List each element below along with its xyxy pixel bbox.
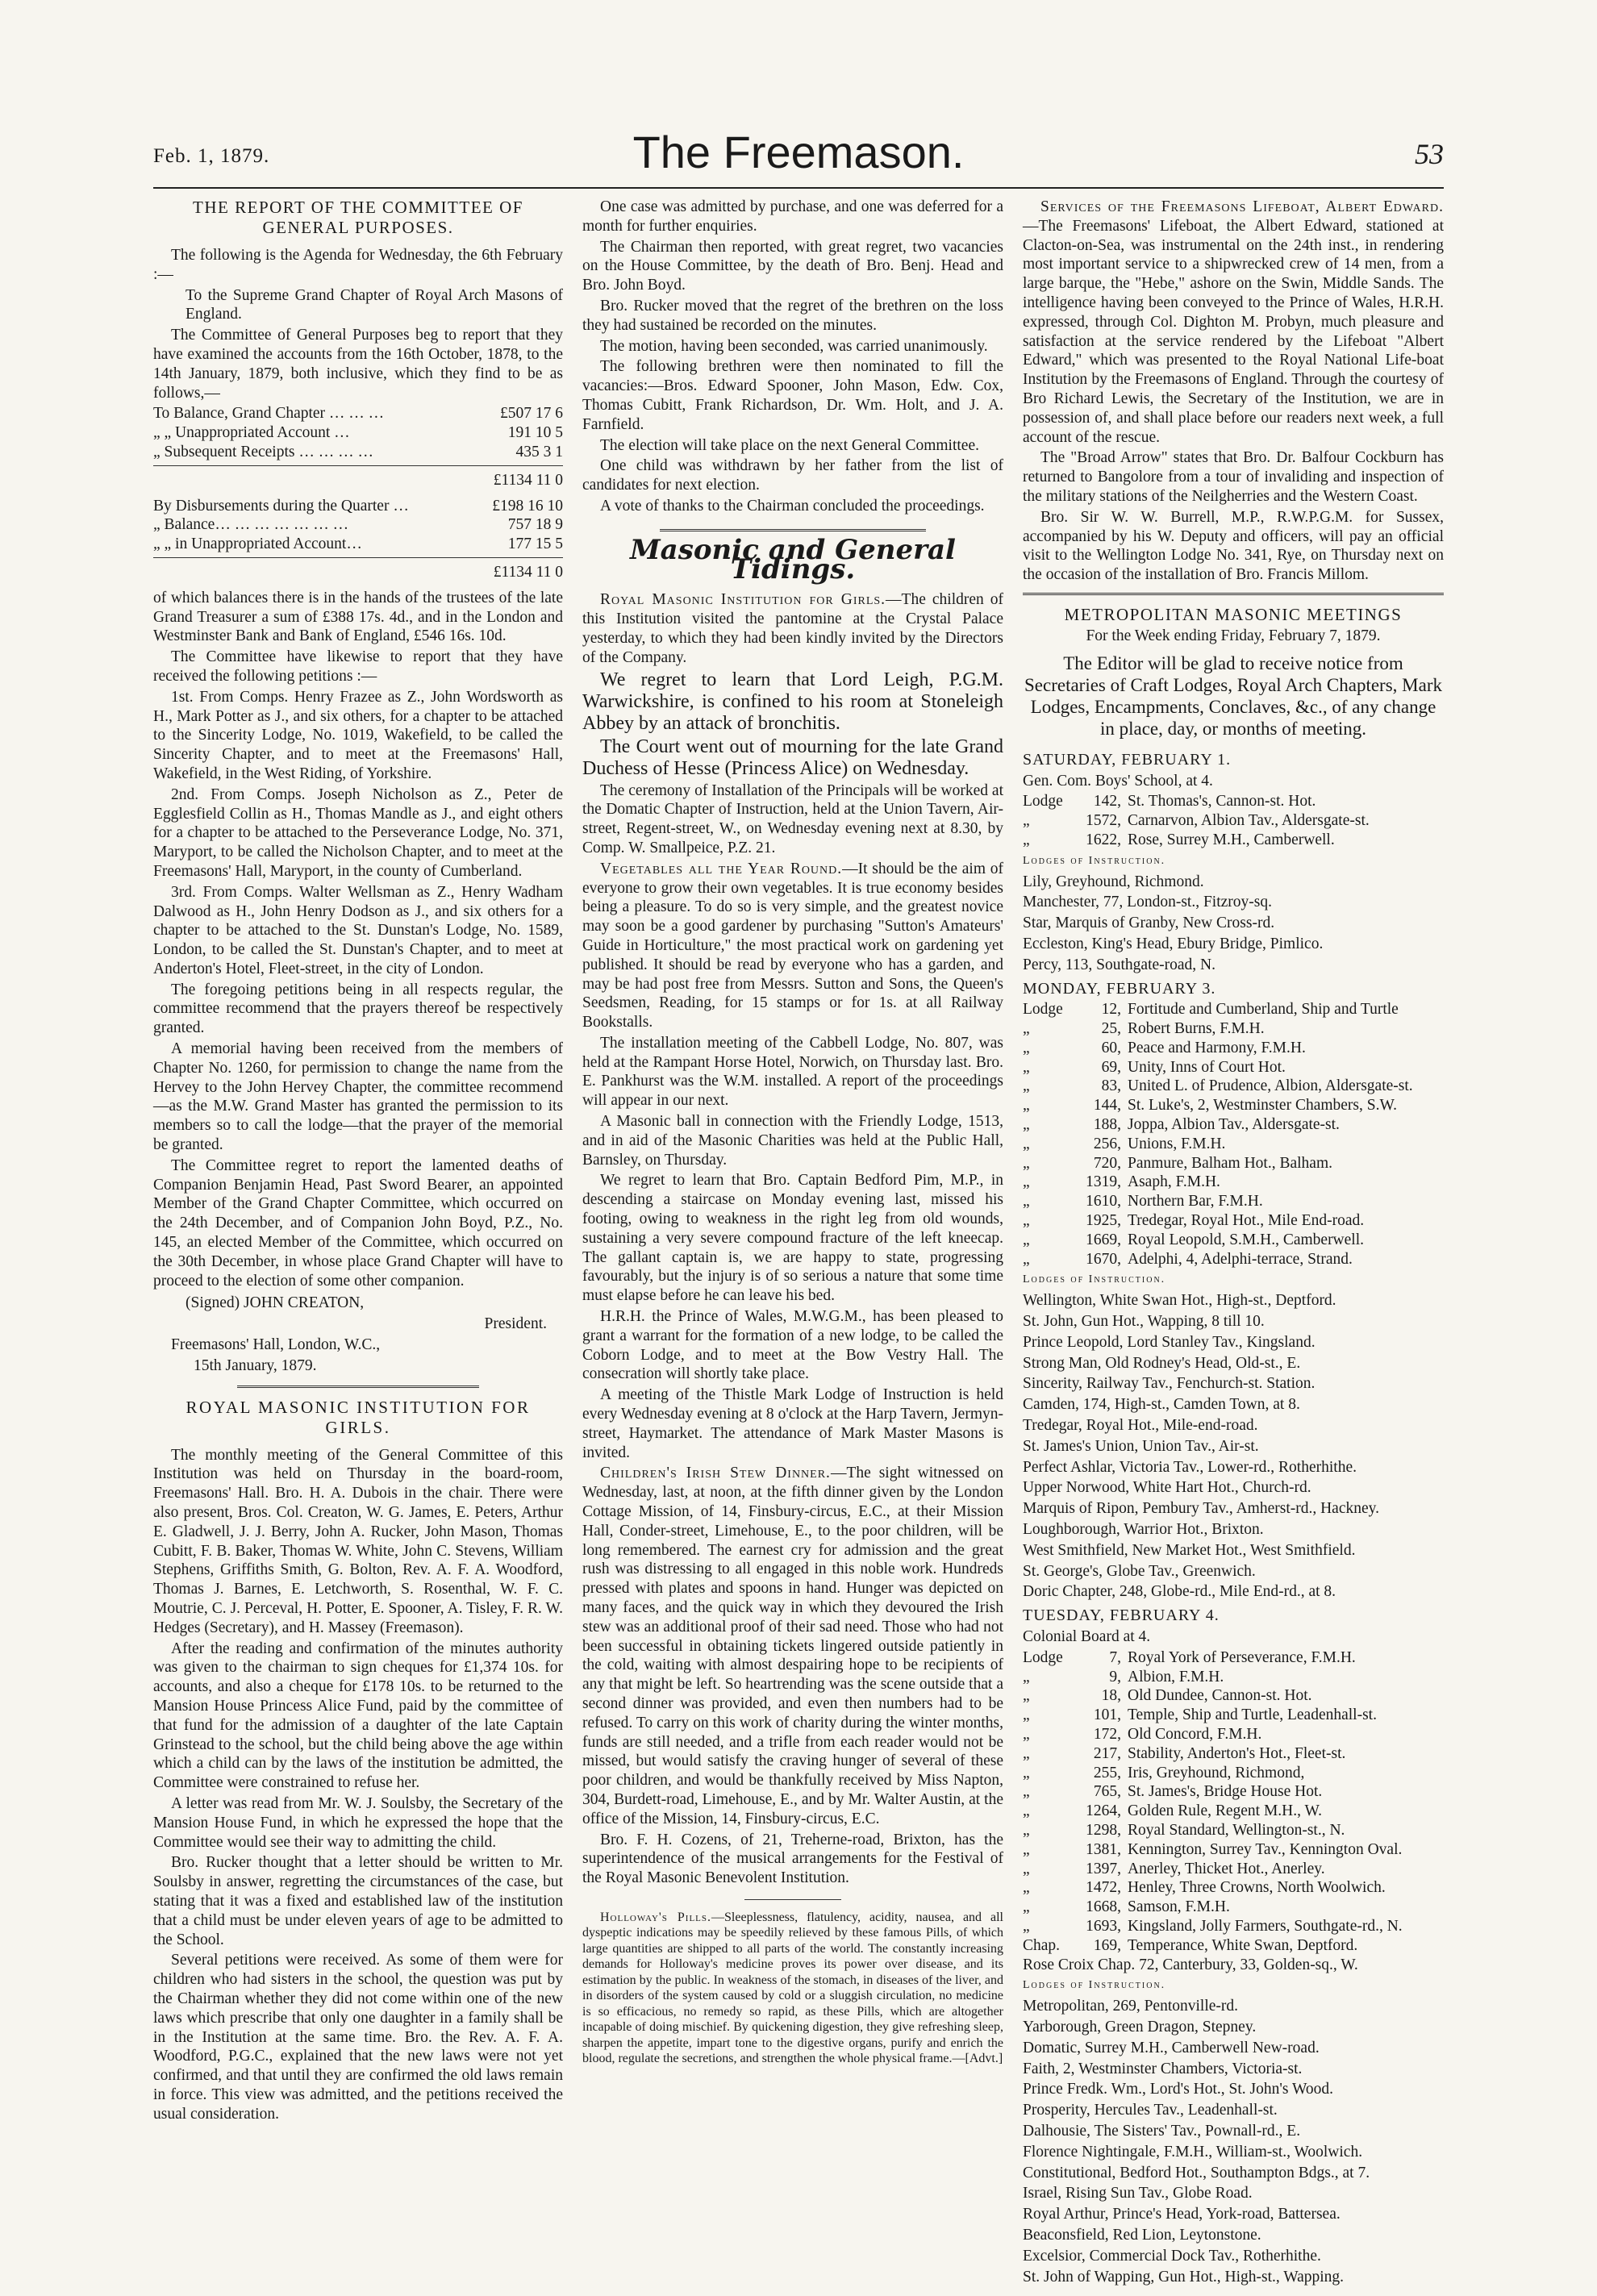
heading-girls-institution: ROYAL MASONIC INSTITUTION FOR GIRLS. bbox=[186, 1397, 531, 1437]
signature-title: President. bbox=[484, 1315, 547, 1333]
listing-line: St. James's Union, Union Tav., Air-st. bbox=[1023, 1437, 1259, 1455]
paragraph: A letter was read from Mr. W. J. Soulsby, the Secretary of the Mansion House Fund, in which he expressed the hope that the Committee would see their way to admitting the child. bbox=[153, 1794, 563, 1851]
heading-committee-report: THE REPORT OF THE COMMITTEE OF GENERAL PURPOSES. bbox=[193, 198, 523, 237]
lodge-entry: „ 255, Iris, Greyhound, Richmond, bbox=[1023, 1764, 1305, 1781]
lodge-entry: „ 18, Old Dundee, Cannon-st. Hot. bbox=[1023, 1687, 1312, 1705]
meeting-listings bbox=[1023, 751, 1444, 2287]
lodge-entry: „ 1622, Rose, Surrey M.H., Camberwell. bbox=[1023, 831, 1335, 848]
page-number: 53 bbox=[1415, 138, 1444, 170]
listing-line: Florence Nightingale, F.M.H., William-st., Woolwich. bbox=[1023, 2143, 1363, 2161]
paragraph: A Masonic ball in connection with the Friendly Lodge, 1513, and in aid of the Masonic Charities was held at the Public Hall, Barnsley, on Thursday. bbox=[582, 1113, 1003, 1169]
listing-line: St. John of Wapping, Gun Hot., High-st., Wapping. bbox=[1023, 2268, 1345, 2286]
listing-line: Prince Leopold, Lord Stanley Tav., Kingsland. bbox=[1023, 1333, 1316, 1351]
lodge-entry: „ 1610, Northern Bar, F.M.H. bbox=[1023, 1193, 1263, 1211]
lodge-entry: „ 9, Albion, F.M.H. bbox=[1023, 1668, 1224, 1686]
listing-line: Camden, 174, High-st., Camden Town, at 8. bbox=[1023, 1396, 1300, 1414]
paragraph: Several petitions were received. As some of them were for children who had sisters in the school, the question was put by the Chairman whether they did not come within one of the new laws which prescribe that only one daughter in a family shall be in the Institution at the same time. Bro. the Rev. A. F. A. Woodford, P.G.C., explained that the new laws were not yet confirmed, and that until they are confirmed the old laws remain in force. This view was admitted, and the petitions received the usual consideration. bbox=[153, 1952, 563, 2123]
issue-date: Feb. 1, 1879. bbox=[153, 145, 270, 167]
paragraph: The following is the Agenda for Wednesday, the 6th February :— bbox=[153, 247, 563, 283]
lodge-entry: „ 217, Stability, Anderton's Hot., Fleet-st. bbox=[1023, 1744, 1346, 1762]
accounts-table bbox=[153, 404, 563, 581]
paragraph: To the Supreme Grand Chapter of Royal Arch Masons of England. bbox=[186, 286, 563, 323]
heading-metropolitan-meetings: METROPOLITAN MASONIC MEETINGS bbox=[1064, 604, 1403, 624]
lodge-entry: „ 25, Robert Burns, F.M.H. bbox=[1023, 1020, 1265, 1038]
paragraph: Bro. F. H. Cozens, of 21, Treherne-road, Brixton, has the superintendence of the musical arrangements for the Festival of the Royal Masonic Benevolent Institution. bbox=[582, 1831, 1003, 1887]
listing-line: Loughborough, Warrior Hot., Brixton. bbox=[1023, 1521, 1264, 1539]
paragraph: The Chairman then reported, with great regret, two vacancies on the House Committee, by the death of Bro. Benj. Head and Bro. John Boyd. bbox=[582, 238, 1003, 294]
listing-line: Gen. Com. Boys' School, at 4. bbox=[1023, 772, 1213, 790]
lodge-entry: „ 765, St. James's, Bridge House Hot. bbox=[1023, 1783, 1323, 1801]
newspaper-title: The Freemason. bbox=[632, 127, 965, 177]
listing-line: Colonial Board at 4. bbox=[1023, 1628, 1151, 1645]
advertisement: Holloway's Pills.—Sleeplessness, flatulency, acidity, nausea, and all dyspeptic indications may be speedily relieved by these famous Pills, of which large quantities are shipped to all parts of the world. The constantly increasing demands for Holloway's medicine proves its power over disease, and its estimation by the public. In weakness of the stomach, in diseases of the liver, and in disorders of the system caused by cold or a sluggish circulation, no medicine is so efficacious, no remedy so rapid, as these Pills, which are altogether incapable of doing mischief. By quickening digestion, they give refreshing sleep, sharpen the appetite, impart tone to the digestive organs, purify and enrich the blood, regulate the secretions, and strengthen the whole physical frame.—[Advt.] bbox=[582, 1910, 1004, 2066]
paragraph: The installation meeting of the Cabbell Lodge, No. 807, was held at the Rampant Horse Hotel, Norwich, on Thursday last. Bro. E. Pankhurst was the W.M. installed. A report of the proceedings will appear in our next. bbox=[582, 1034, 1003, 1110]
lodge-entry: „ 101, Temple, Ship and Turtle, Leadenhall-st. bbox=[1023, 1706, 1377, 1724]
listing-line: Royal Arthur, Prince's Head, York-road, Battersea. bbox=[1023, 2206, 1341, 2223]
paragraph: Bro. Sir W. W. Burrell, M.P., R.W.P.G.M. for Sussex, accompanied by his W. Deputy and officers, will pay an official visit to the Wellington Lodge No. 341, Rye, on Thursday next on the occasion of the installation of Bro. Francis Millom. bbox=[1023, 508, 1444, 584]
lodge-entry: Chap. 169, Temperance, White Swan, Deptford. bbox=[1023, 1936, 1358, 1954]
paragraph: A memorial having been received from the members of Chapter No. 1260, for permission to change the name from the Hervey to the John Hervey Chapter, the committee recommend—as the M.W. Grand Master has granted the permission to its members so to call the lodge—that the prayer of the memorial be granted. bbox=[153, 1040, 563, 1154]
paragraph: The Committee of General Purposes beg to report that they have examined the accounts from the 16th October, 1878, to the 14th January, 1879, both inclusive, which they find to be as follows,— bbox=[153, 327, 563, 402]
listing-line: St. George's, Globe Tav., Greenwich. bbox=[1023, 1562, 1256, 1580]
paragraph: The Committee have likewise to report that they have received the following petitions :— bbox=[153, 648, 563, 685]
lodges-of-instruction-heading: Lodges of Instruction. bbox=[1023, 1273, 1166, 1286]
paragraph: The Committee regret to report the lamented deaths of Companion Benjamin Head, Past Sword Bearer, an appointed Member of the Grand Chapter Committee, which occurred on the 24th December, and of Companion John Boyd, P.Z., No. 145, an elected Member of the Committee, which occurred on the 30th December, in whose place Grand Chapter will have to proceed to the election of some other companion. bbox=[153, 1156, 563, 1290]
paragraph: We regret to learn that Bro. Captain Bedford Pim, M.P., in descending a staircase on Monday evening last, missed his footing, owing to weakness in the right leg from old wounds, sustaining a very severe compound fracture of the left kneecap. The gallant captain is, we are happy to state, progressing favourably, but the injury is of so serious a nature that some time must elapse before he can leave his bed. bbox=[582, 1172, 1003, 1305]
signature: (Signed) JOHN CREATON, bbox=[186, 1294, 365, 1312]
day-heading: TUESDAY, FEBRUARY 4. bbox=[1023, 1606, 1220, 1625]
day-heading: SATURDAY, FEBRUARY 1. bbox=[1023, 750, 1232, 769]
listing-line: Faith, 2, Westminster Chambers, Victoria-st. bbox=[1023, 2060, 1303, 2077]
lodge-entry: „ 69, Unity, Inns of Court Hot. bbox=[1023, 1058, 1286, 1076]
paragraph: Vegetables all the Year Round.—It should be the aim of everyone to grow their own vegetables. It is true economy besides being a pleasure. To do so is very simple, and the greatest novice may soon be a good gardener by purchasing "Sutton's Amateurs' Guide in Horticulture," the most practical work on gardening yet published. It should be read by everyone who has a garden, and may be had post free from Messrs. Sutton and Sons, the Queen's Seedsmen, Reading, for 15 stamps or for 1s. at all Railway Bookstalls. bbox=[582, 860, 1003, 1031]
lodges-of-instruction-heading: Lodges of Instruction. bbox=[1023, 1979, 1166, 1992]
listing-line: Percy, 113, Southgate-road, N. bbox=[1023, 956, 1215, 973]
listing-line: Constitutional, Bedford Hot., Southampton Bdgs., at 7. bbox=[1023, 2164, 1370, 2181]
lodge-entry: „ 256, Unions, F.M.H. bbox=[1023, 1135, 1226, 1152]
listing-line: West Smithfield, New Market Hot., West Smithfield. bbox=[1023, 1541, 1356, 1559]
listing-line: Dalhousie, The Sisters' Tav., Pownall-rd., E. bbox=[1023, 2122, 1301, 2140]
listing-line: Upper Norwood, White Hart Hot., Church-rd. bbox=[1023, 1479, 1311, 1497]
lodge-entry: „ 60, Peace and Harmony, F.M.H. bbox=[1023, 1039, 1306, 1056]
lodge-entry: „ 144, St. Luke's, 2, Westminster Chambers, S.W. bbox=[1023, 1097, 1397, 1115]
listing-line: Rose Croix Chap. 72, Canterbury, 33, Golden-sq., W. bbox=[1023, 1956, 1358, 1973]
paragraph: After the reading and confirmation of the minutes authority was given to the chairman to sign cheques for £1,374 10s. for accounts, and also a cheque for £178 10s. to be returned to the Mansion House Princess Alice Fund, paid by the committee of that fund for the admission of a daughter of the late Captain Grinstead to the school, but the child being above the age within which a child can by the laws of the institution be admitted, the Committee were constrained to refuse her. bbox=[153, 1640, 563, 1792]
editor-notice: The Editor will be glad to receive notice from Secretaries of Craft Lodges, Royal Arch Chapters, Mark Lodges, Encampments, Conclaves, &c., of any change in place, day, or months of meeting. bbox=[1024, 652, 1442, 739]
listing-line: Perfect Ashlar, Victoria Tav., Lower-rd., Rotherhithe. bbox=[1023, 1458, 1357, 1476]
paragraph: H.R.H. the Prince of Wales, M.W.G.M., has been pleased to grant a warrant for the formation of a new lodge, to be called the Coborn Lodge, and to meet at the Bow Vestry Hall. The consecration will shortly take place. bbox=[582, 1308, 1003, 1383]
lodge-entry: Lodge 142, St. Thomas's, Cannon-st. Hot. bbox=[1023, 793, 1316, 810]
lodges-of-instruction-heading: Lodges of Instruction. bbox=[1023, 854, 1166, 867]
date-line: 15th January, 1879. bbox=[194, 1356, 317, 1374]
paragraph: One case was admitted by purchase, and one was deferred for a month for further enquiries. bbox=[582, 198, 1003, 235]
account-row: „ „ Unappropriated Account … 191 10 5 bbox=[153, 424, 563, 442]
lodge-entry: „ 1669, Royal Leopold, S.M.H., Camberwell. bbox=[1023, 1231, 1365, 1248]
account-total-row: £1134 11 0 bbox=[153, 465, 563, 490]
heading-masonic-tidings: Masonic and General Tidings. bbox=[630, 533, 956, 585]
lodge-entry: Lodge 7, Royal York of Perseverance, F.M.H. bbox=[1023, 1648, 1356, 1666]
section-divider bbox=[237, 1386, 479, 1388]
listing-line: Metropolitan, 269, Pentonville-rd. bbox=[1023, 1998, 1239, 2015]
paragraph: The motion, having been seconded, was carried unanimously. bbox=[600, 337, 988, 355]
lodge-entry: „ 1298, Royal Standard, Wellington-st., N. bbox=[1023, 1821, 1345, 1839]
account-row: By Disbursements during the Quarter … £198 16 10 bbox=[153, 497, 563, 515]
paragraph: Services of the Freemasons Lifeboat, Albert Edward.—The Freemasons' Lifeboat, the Albert Edward, stationed at Clacton-on-Sea, was instrumental on the 24th inst., in rendering most important service to a shipwrecked crew of 14 men, from a large barque, the "Hebe," ashore on the Swin, Middle Sands. The intelligence having been conveyed to the Prince of Wales, H.R.H. expressed, through Col. Dighton M. Probyn, much pleasure and satisfaction at the service rendered by the Lifeboat "Albert Edward," which was presented to the Royal National Life-boat Institution by the Freemasons of England. Through the courtesy of Bro Richard Lewis, the Secretary of the Institution, we are in possession of, and shall place before our readers next week, a full account of the rescue. bbox=[1023, 198, 1444, 446]
column-2 bbox=[582, 198, 1003, 2069]
lodge-entry: „ 1319, Asaph, F.M.H. bbox=[1023, 1173, 1220, 1191]
paragraph: Children's Irish Stew Dinner.—The sight witnessed on Wednesday, last, at noon, at the fifth dinner given by the London Cottage Mission, of 14, Finsbury-circus, E.C., at their Mission Hall, Conder-street, Limehouse, E., to the poor children, will be long remembered. The earnest cry for admission and the great rush was distressing to all engaged in this noble work. Hundreds pressed with plates and spoons in hand. Hunger was depicted on many faces, and the quick way in which they devoured the Irish stew was an additional proof of their sad need. Those who had not been successful in obtaining tickets lingered outside patiently in the cold, waiting with almost despairing hope to be recipients of any that might be left. So heartrending was the scene outside that a second dinner was provided, and even then numbers had to be refused. To carry on this work of charity during the winter months, funds are still needed, and a trifle from each reader would not be missed, but would satisfy the craving hunger of several of these poor children, and would be thankfully received by Miss Napton, 304, Burdett-road, Limehouse, E., and by Mr. Walter Austin, at the office of the Mission, 14, Finsbury-circus, E.C. bbox=[582, 1465, 1003, 1827]
paragraph: The "Broad Arrow" states that Bro. Dr. Balfour Cockburn has returned to Bangolore from a tour of invaliding and inspection of the military stations of the Neilgherries and the Western Coast. bbox=[1023, 449, 1444, 505]
masthead bbox=[153, 129, 1444, 185]
address-line: Freemasons' Hall, London, W.C., bbox=[171, 1336, 381, 1354]
paragraph: 3rd. From Comps. Walter Wellsman as Z., Henry Wadham Dalwood as H., John Henry Dodson as J., and six others for a chapter to be attached to the St. Dunstan's Lodge, No. 1589, London, to be called the St. Dunstan's Chapter, and to meet at Anderton's Hotel, Fleet-street, in the city of London. bbox=[153, 883, 563, 977]
day-heading: MONDAY, FEBRUARY 3. bbox=[1023, 979, 1216, 998]
account-row: „ „ in Unappropriated Account… 177 15 5 bbox=[153, 535, 563, 553]
lodge-entry: „ 1670, Adelphi, 4, Adelphi-terrace, Strand. bbox=[1023, 1250, 1353, 1268]
column-3 bbox=[1023, 198, 1444, 2288]
account-total-row: £1134 11 0 bbox=[153, 557, 563, 582]
listing-line: Prince Fredk. Wm., Lord's Hot., St. John's Wood. bbox=[1023, 2081, 1333, 2098]
lodge-entry: „ 1693, Kingsland, Jolly Farmers, Southgate-rd., N. bbox=[1023, 1917, 1403, 1935]
paragraph: A meeting of the Thistle Mark Lodge of Instruction is held every Wednesday evening at 8 o'clock at the Harp Tavern, Jermyn-street, Haymarket. The attendance of Mark Master Masons is invited. bbox=[582, 1386, 1003, 1461]
listing-line: Excelsior, Commercial Dock Tav., Rotherhithe. bbox=[1023, 2247, 1321, 2265]
section-divider bbox=[1023, 593, 1444, 595]
account-row: „ Balance… … … … … … … 757 18 9 bbox=[153, 516, 563, 534]
paragraph: of which balances there is in the hands of the trustees of the late Grand Treasurer a sum of £388 17s. 4d., and in the London and Westminster Bank and Bank of England, £546 16s. 10d. bbox=[153, 589, 563, 645]
listing-line: Sincerity, Railway Tav., Fenchurch-st. Station. bbox=[1023, 1375, 1316, 1393]
listing-line: St. John, Gun Hot., Wapping, 8 till 10. bbox=[1023, 1313, 1265, 1331]
lodge-entry: „ 1381, Kennington, Surrey Tav., Kennington Oval. bbox=[1023, 1840, 1403, 1858]
listing-line: Marquis of Ripon, Pembury Tav., Amherst-rd., Hackney. bbox=[1023, 1500, 1380, 1518]
listing-line: Beaconsfield, Red Lion, Leytonstone. bbox=[1023, 2226, 1261, 2244]
account-row: To Balance, Grand Chapter … … … £507 17 6 bbox=[153, 405, 563, 423]
listing-line: Lily, Greyhound, Richmond. bbox=[1023, 873, 1204, 890]
lodge-entry: „ 188, Joppa, Albion Tav., Aldersgate-st. bbox=[1023, 1116, 1340, 1134]
paragraph: 1st. From Comps. Henry Frazee as Z., John Wordsworth as H., Mark Potter as J., and six others, for a chapter to be attached to the Sincerity Lodge, No. 1019, Wakefield, to be called the Sincerity Chapter, and to meet at the Freemasons' Hall, Wakefield, in the West Riding, of Yorkshire. bbox=[153, 688, 563, 782]
listing-line: Israel, Rising Sun Tav., Globe Road. bbox=[1023, 2185, 1253, 2202]
account-row: „ Subsequent Receipts … … … … 435 3 1 bbox=[153, 443, 563, 460]
lodge-entry: „ 172, Old Concord, F.M.H. bbox=[1023, 1725, 1262, 1743]
paragraph: We regret to learn that Lord Leigh, P.G.M. Warwickshire, is confined to his room at Stoneleigh Abbey by an attack of bronchitis. bbox=[582, 669, 1003, 734]
paragraph: The monthly meeting of the General Committee of this Institution was held on Thursday in the board-room, Freemasons' Hall. Bro. H. A. Dubois in the chair. There were also present, Bros. Col. Creaton, W. G. James, E. Peters, Arthur E. Gladwell, J. J. Berry, John A. Rucker, John Mason, Thomas Cubitt, F. B. Baker, Thomas W. White, John C. Stevens, William Stephens, Griffiths Smith, G. Bolton, Rev. A. F. A. Woodford, Thomas J. Barnes, E. Letchworth, S. Rosenthal, W. F. C. Moutrie, C. J. Perceval, H. Potter, E. Spooner, A. Tisley, F. R. W. Hedges (Secretary), and H. Massey (Freemason). bbox=[153, 1446, 563, 1636]
column-1 bbox=[153, 198, 563, 2126]
paragraph: Bro. Rucker moved that the regret of the brethren on the loss they had sustained be recorded on the minutes. bbox=[582, 297, 1003, 334]
listing-line: Yarborough, Green Dragon, Stepney. bbox=[1023, 2018, 1257, 2036]
listing-line: Prosperity, Hercules Tav., Leadenhall-st. bbox=[1023, 2102, 1278, 2119]
lodge-entry: „ 1397, Anerley, Thicket Hot., Anerley. bbox=[1023, 1860, 1325, 1877]
week-ending-line: For the Week ending Friday, February 7, 1879. bbox=[1086, 627, 1381, 644]
lodge-entry: Lodge 12, Fortitude and Cumberland, Ship and Turtle bbox=[1023, 1001, 1399, 1019]
listing-line: Domatic, Surrey M.H., Camberwell New-road. bbox=[1023, 2039, 1320, 2056]
masthead-rule bbox=[153, 187, 1444, 189]
listing-line: Manchester, 77, London-st., Fitzroy-sq. bbox=[1023, 894, 1273, 911]
section-divider bbox=[744, 1899, 841, 1900]
paragraph: The ceremony of Installation of the Principals will be worked at the Domatic Chapter of Instruction, held at the Union Tavern, Air-street, Regent-street, W., on Wednesday evening next at 8.30, by Comp. W. Smallpeice, P.Z. 21. bbox=[582, 781, 1003, 856]
lodge-entry: „ 720, Panmure, Balham Hot., Balham. bbox=[1023, 1154, 1332, 1172]
lodge-entry: „ 1264, Golden Rule, Regent M.H., W. bbox=[1023, 1802, 1323, 1820]
lodge-entry: „ 83, United L. of Prudence, Albion, Aldersgate-st. bbox=[1023, 1077, 1413, 1095]
listing-line: Star, Marquis of Granby, New Cross-rd. bbox=[1023, 915, 1275, 932]
listing-line: Strong Man, Old Rodney's Head, Old-st., E. bbox=[1023, 1354, 1301, 1372]
paragraph: One child was withdrawn by her father from the list of candidates for next election. bbox=[582, 457, 1003, 494]
listing-line: Wellington, White Swan Hot., High-st., Deptford. bbox=[1023, 1292, 1336, 1310]
listing-line: Doric Chapter, 248, Globe-rd., Mile End-rd., at 8. bbox=[1023, 1583, 1336, 1601]
paragraph: The Court went out of mourning for the late Grand Duchess of Hesse (Princess Alice) on Wednesday. bbox=[582, 735, 1003, 779]
section-divider bbox=[660, 529, 926, 531]
paragraph: The following brethren were then nominated to fill the vacancies:—Bros. Edward Spooner, John Mason, Edw. Cox, Thomas Cubitt, Frank Richardson, Dr. Wm. Holt, and J. A. Farnfield. bbox=[582, 358, 1003, 433]
lodge-entry: „ 1668, Samson, F.M.H. bbox=[1023, 1898, 1230, 1916]
paragraph: The election will take place on the next General Committee. bbox=[600, 436, 979, 454]
listing-line: Tredegar, Royal Hot., Mile-end-road. bbox=[1023, 1417, 1258, 1435]
listing-line: Eccleston, King's Head, Ebury Bridge, Pimlico. bbox=[1023, 935, 1324, 952]
lodge-entry: „ 1925, Tredegar, Royal Hot., Mile End-road. bbox=[1023, 1212, 1365, 1230]
lodge-entry: „ 1572, Carnarvon, Albion Tav., Aldersgate-st. bbox=[1023, 812, 1370, 830]
paragraph: Bro. Rucker thought that a letter should be written to Mr. Soulsby in answer, regretting the circumstances of the case, but stating that it was a fixed and established law of the institution that a child must be under eleven years of age to be admitted to the School. bbox=[153, 1854, 563, 1948]
paragraph: Royal Masonic Institution for Girls.—The children of this Institution visited the pantomine at the Crystal Palace yesterday, to which they had been kindly invited by the Directors of the Company. bbox=[582, 591, 1004, 666]
paragraph: 2nd. From Comps. Joseph Nicholson as Z., Peter de Egglesfield Collin as H., Thomas Mandle as J., and eight others for a chapter to be attached to the Perseverance Lodge, No. 371, Maryport, to be called the Nicholson Chapter, and to meet at the Freemasons' Hall, Maryport, in the county of Cumberland. bbox=[153, 785, 563, 880]
paragraph: A vote of thanks to the Chairman concluded the proceedings. bbox=[600, 497, 985, 515]
paragraph: The foregoing petitions being in all respects regular, the committee recommend that the prayers thereof be respectively granted. bbox=[153, 981, 563, 1037]
lodge-entry: „ 1472, Henley, Three Crowns, North Woolwich. bbox=[1023, 1879, 1386, 1897]
